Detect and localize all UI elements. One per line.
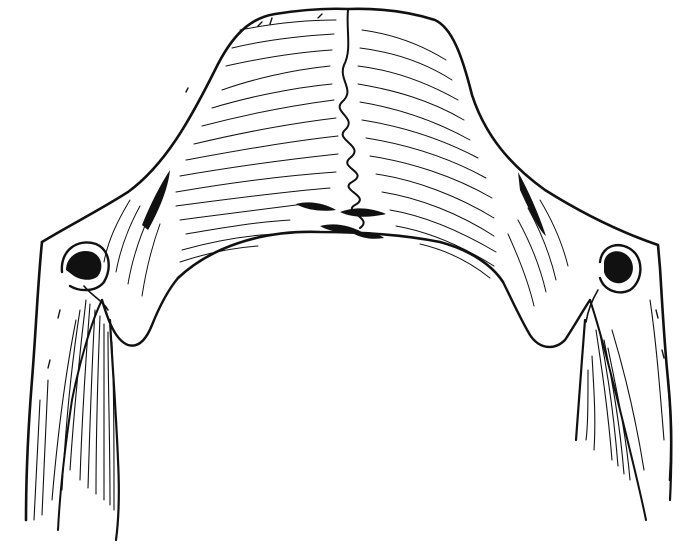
right-outer-lower	[576, 320, 585, 440]
left-notch-outline	[102, 278, 178, 346]
right-inner-contour	[590, 300, 646, 520]
side-hatching	[104, 200, 568, 306]
left-groove	[142, 170, 170, 230]
median-suture	[340, 10, 364, 228]
left-process-outline	[26, 242, 42, 520]
bone-outline	[42, 9, 671, 480]
surface-specks	[48, 14, 664, 368]
left-arch-hatching	[176, 20, 338, 262]
left-lower-ribs	[34, 300, 114, 520]
left-inner-contour	[58, 300, 102, 530]
right-process-outline	[503, 282, 590, 347]
